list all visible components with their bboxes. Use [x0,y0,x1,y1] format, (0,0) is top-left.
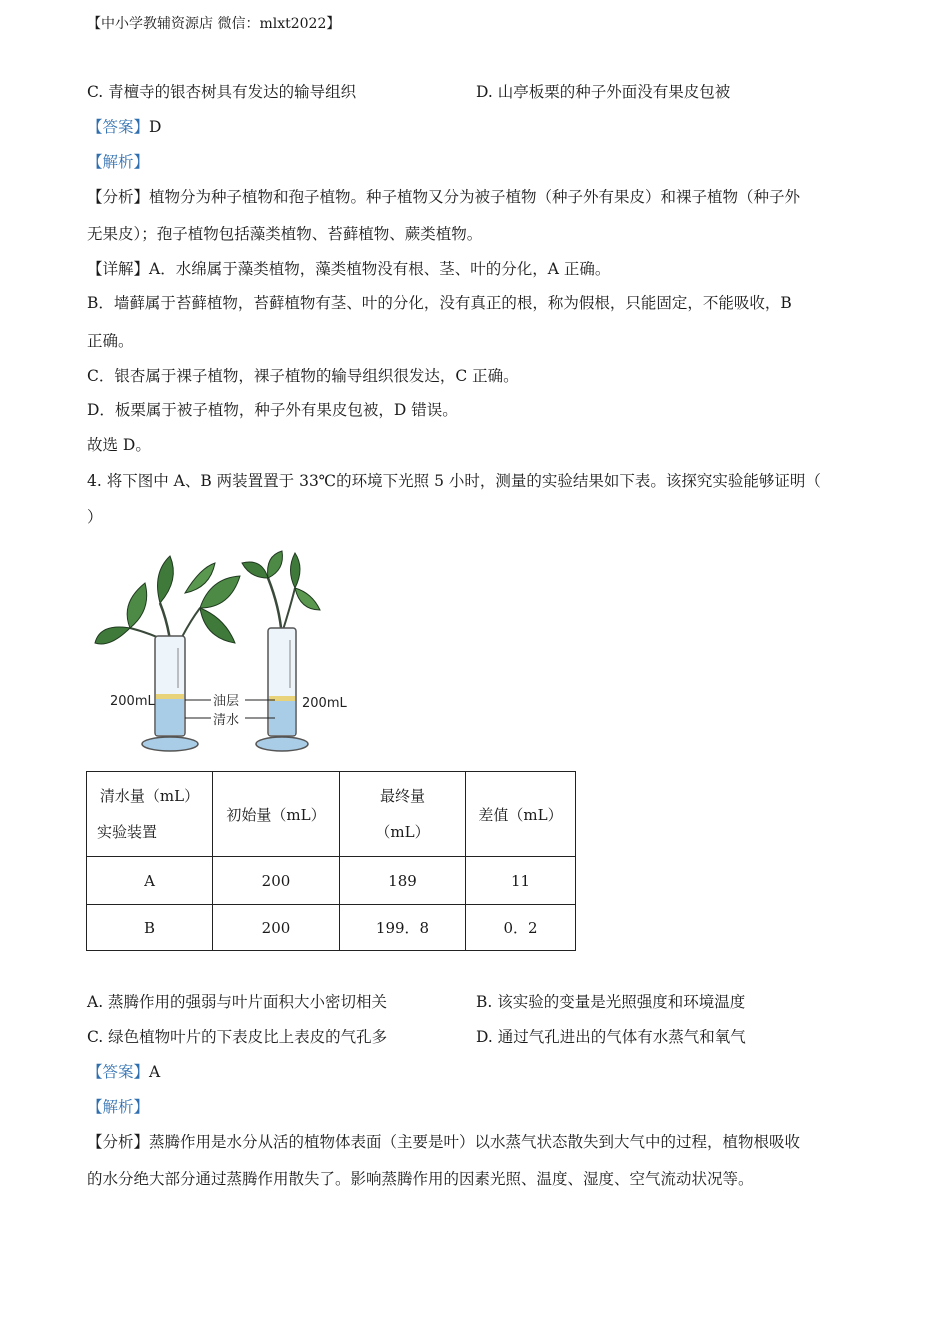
experiment-figure [90,548,355,758]
header-final-top: 最终量 [379,787,425,805]
q4-analysis-tag: 【解析】 [87,1098,150,1116]
answer-value: D [149,118,162,136]
fenxi-tag: 【分析】 [87,1133,150,1151]
q3-detail-a [87,259,610,279]
fenxi-text: 蒸腾作用是水分从活的植物体表面（主要是叶）以水蒸气状态散失到大气中的过程，植物根吸收 [149,1133,801,1151]
cell-initial-a: 200 [213,857,340,905]
page-header: 【中小学教辅资源店 微信：mlxt2022】 [87,16,341,32]
q3-analysis-tag: 【解析】 [87,153,150,171]
cell-device-a: A [87,857,213,905]
q4-option-b: B. 该实验的变量是光照强度和环境温度 [476,993,746,1011]
header-water-amount: 清水量（mL） [99,787,200,805]
header-device: 实验装置 [97,823,158,841]
q4-answer [87,1062,160,1082]
header-cell-initial: 初始量（mL） [213,772,340,857]
q3-detail-c: C．银杏属于裸子植物，裸子植物的输导组织很发达，C 正确。 [87,367,519,385]
header-cell-diff: 差值（mL） [466,772,576,857]
q4-stem-line1: 4. 将下图中 A、B 两装置置于 33℃的环境下光照 5 小时，测量的实验结果如下表。该探究实验能够证明（ [87,472,821,490]
q3-answer [87,117,161,137]
answer-tag: 【答案】 [87,118,150,136]
q4-fenxi-line1 [87,1132,800,1152]
q3-detail-b2: 正确。 [87,332,134,350]
label-left-volume: 200mL [110,694,155,709]
device-b [242,551,320,751]
cell-diff-b: 0．2 [466,905,576,951]
cell-diff-a: 11 [466,857,576,905]
cell-initial-b: 200 [213,905,340,951]
q4-stem-line2: ） [87,508,103,526]
table-row [87,905,576,951]
q3-option-d: D. 山亭板栗的种子外面没有果皮包被 [476,83,731,101]
cell-final-a: 189 [340,857,466,905]
fenxi-tag: 【分析】 [87,188,150,206]
q4-option-d: D. 通过气孔进出的气体有水蒸气和氧气 [476,1028,746,1046]
detail-a-text: A．水绵属于藻类植物，藻类植物没有根、茎、叶的分化，A 正确。 [149,260,611,278]
q3-conclusion: 故选 D。 [87,436,151,454]
q3-fenxi-line1 [87,187,800,207]
cell-final-b: 199．8 [340,905,466,951]
detail-tag: 【详解】 [87,260,150,278]
label-right-volume: 200mL [302,696,347,711]
table-header-row [87,772,576,857]
q3-detail-d: D．板栗属于被子植物，种子外有果皮包被，D 错误。 [87,401,458,419]
results-table [86,771,576,951]
answer-tag: 【答案】 [87,1063,150,1081]
header-cell-final [340,772,466,857]
q3-detail-b1: B．墙藓属于苔藓植物，苔藓植物有茎、叶的分化，没有真正的根，称为假根，只能固定，不能吸收，B [87,294,792,312]
label-oil-layer: 油层 [213,694,240,709]
answer-value: A [149,1063,161,1081]
table-row [87,857,576,905]
q3-option-c: C. 青檀寺的银杏树具有发达的输导组织 [87,83,357,101]
q4-option-a: A. 蒸腾作用的强弱与叶片面积大小密切相关 [87,993,388,1011]
q3-fenxi-line2: 无果皮）；孢子植物包括藻类植物、苔藓植物、蕨类植物。 [87,225,483,243]
q4-fenxi-line2: 的水分绝大部分通过蒸腾作用散失了。影响蒸腾作用的因素光照、温度、湿度、空气流动状况等。 [87,1170,754,1188]
header-cell-device [87,772,213,857]
fenxi-text: 植物分为种子植物和孢子植物。种子植物又分为被子植物（种子外有果皮）和裸子植物（种子外 [149,188,801,206]
q4-option-c: C. 绿色植物叶片的下表皮比上表皮的气孔多 [87,1028,388,1046]
label-water: 清水 [213,713,240,728]
header-final-bottom: （mL） [375,823,430,841]
cell-device-b: B [87,905,213,951]
